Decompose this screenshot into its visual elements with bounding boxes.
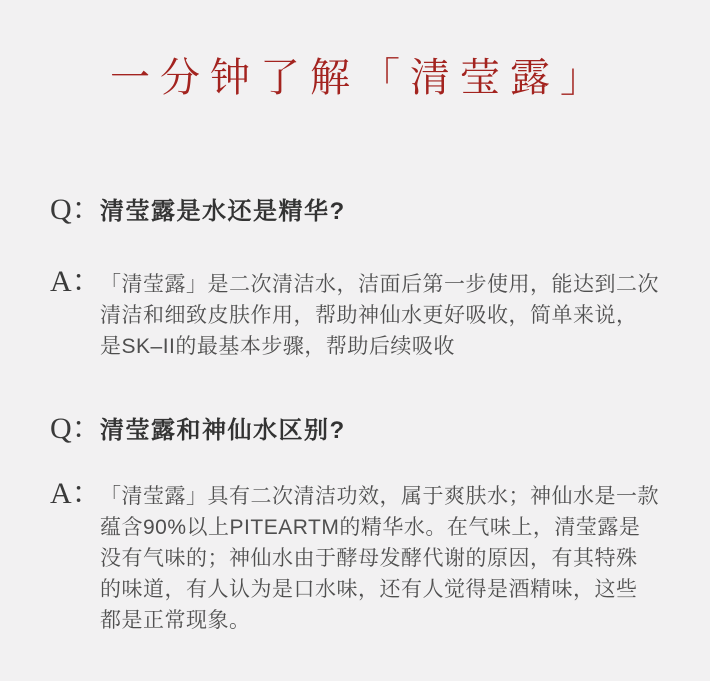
- answer-row-2: [50, 468, 659, 636]
- q-label: Q：: [50, 193, 102, 226]
- a-label: A：: [50, 265, 102, 298]
- answer-line: 没有气味的；神仙水由于酵母发酵代谢的原因，有其特殊: [100, 547, 638, 570]
- question-text-2: 清莹露和神仙水区别?: [100, 417, 346, 444]
- answer-line: 清洁和细致皮肤作用，帮助神仙水更好吸收，简单来说，: [100, 304, 638, 327]
- q-label: Q：: [50, 412, 102, 445]
- answer-text-2: [100, 481, 659, 636]
- page-title: 一分钟了解「清莹露」: [110, 56, 610, 100]
- question-text-1: 清莹露是水还是精华?: [100, 198, 346, 225]
- answer-line: 都是正常现象。: [100, 609, 251, 632]
- answer-line: 是SK–II的最基本步骤，帮助后续吸收: [100, 335, 455, 358]
- answer-row-1: [50, 256, 659, 362]
- answer-line: 「清莹露」具有二次清洁功效，属于爽肤水；神仙水是一款: [100, 485, 659, 508]
- answer-line: 的味道，有人认为是口水味，还有人觉得是酒精味，这些: [100, 578, 638, 601]
- question-row-2: [50, 403, 346, 447]
- answer-text-1: [100, 269, 659, 362]
- a-label: A：: [50, 477, 102, 510]
- answer-line: 蕴含90%以上PITEARTM的精华水。在气味上，清莹露是: [100, 516, 641, 539]
- question-row-1: [50, 184, 346, 228]
- answer-line: 「清莹露」是二次清洁水，洁面后第一步使用，能达到二次: [100, 273, 659, 296]
